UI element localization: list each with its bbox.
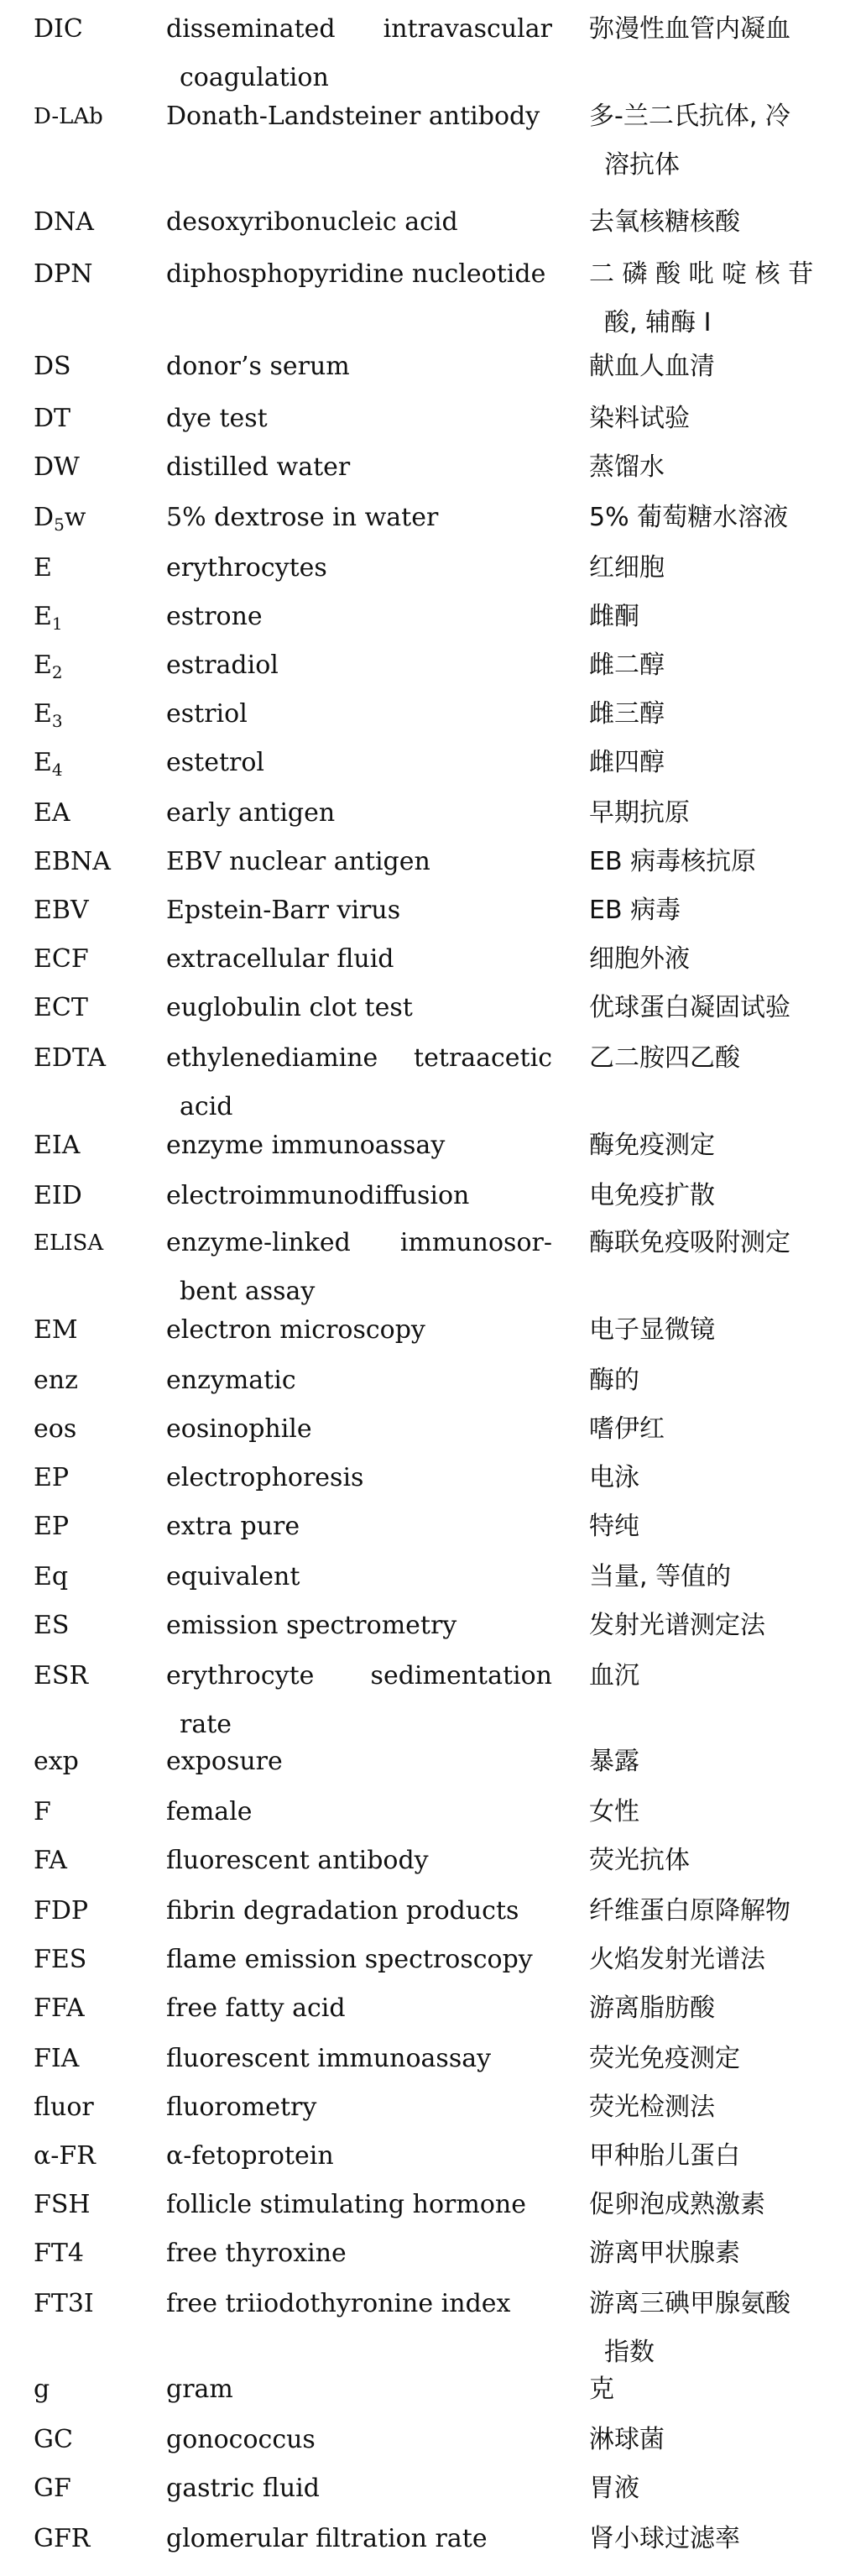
chinese-term bbox=[589, 2132, 858, 2181]
english-term bbox=[166, 250, 552, 299]
english-term bbox=[166, 2280, 552, 2328]
abbreviation-text: E bbox=[34, 602, 52, 631]
chinese-term-line: 荧光抗体 bbox=[589, 1846, 690, 1875]
english-term bbox=[166, 2464, 552, 2513]
english-term bbox=[166, 1306, 552, 1355]
abbreviation-text: FIA bbox=[34, 2044, 80, 2073]
abbreviation-text: α-FR bbox=[34, 2141, 96, 2171]
chinese-term-line: 游离甲状腺素 bbox=[589, 2239, 740, 2268]
abbreviation-text: EP bbox=[34, 1463, 70, 1492]
chinese-term-line: 纤维蛋白原降解物 bbox=[589, 1896, 790, 1925]
abbreviation bbox=[34, 2416, 159, 2464]
abbreviation bbox=[34, 2229, 159, 2278]
chinese-term bbox=[589, 1553, 858, 1602]
abbreviation-text: ES bbox=[34, 1611, 70, 1640]
chinese-term bbox=[589, 838, 858, 886]
abbreviation-text: GFR bbox=[34, 2524, 91, 2553]
chinese-term bbox=[589, 1172, 858, 1220]
abbreviation bbox=[34, 1034, 159, 1083]
english-term bbox=[166, 198, 552, 247]
english-term bbox=[166, 494, 552, 542]
english-term bbox=[166, 1652, 552, 1749]
english-term-line: ethylenediamine tetraacetic bbox=[166, 1043, 552, 1073]
english-term-line: gonococcus bbox=[166, 2425, 316, 2454]
chinese-term-line: 游离三碘甲腺氨酸 bbox=[589, 2289, 790, 2318]
chinese-term bbox=[589, 1356, 858, 1405]
english-term-line: electrophoresis bbox=[166, 1463, 364, 1492]
chinese-term bbox=[589, 5, 858, 54]
chinese-term-line: EB 病毒 bbox=[589, 896, 681, 925]
abbreviation-text: FT4 bbox=[34, 2239, 84, 2268]
abbreviation bbox=[34, 1602, 159, 1650]
abbreviation bbox=[34, 886, 159, 935]
english-term bbox=[166, 443, 552, 492]
chinese-term-line: 红细胞 bbox=[589, 553, 665, 583]
chinese-term bbox=[589, 1837, 858, 1885]
chinese-term-line: 当量, 等值的 bbox=[589, 1562, 732, 1591]
abbreviation-text: E bbox=[34, 651, 52, 680]
chinese-term-line: 细胞外液 bbox=[589, 944, 690, 974]
chinese-term bbox=[589, 1936, 858, 1984]
abbreviation-subscript: 4 bbox=[51, 760, 63, 780]
english-term bbox=[166, 1788, 552, 1837]
abbreviation bbox=[34, 2464, 159, 2513]
abbreviation-text: exp bbox=[34, 1747, 79, 1776]
abbreviation bbox=[34, 593, 159, 641]
abbreviation-text: D-LAb bbox=[34, 104, 103, 129]
chinese-term-line: 暴露 bbox=[589, 1747, 639, 1776]
english-term-continuation: acid bbox=[180, 1092, 233, 1121]
chinese-term-continuation: 溶抗体 bbox=[604, 150, 680, 180]
chinese-term-line: 胃液 bbox=[589, 2474, 639, 2503]
abbreviation bbox=[34, 1887, 159, 1936]
english-term bbox=[166, 935, 552, 984]
abbreviation bbox=[34, 1652, 159, 1701]
english-term-line: flame emission spectroscopy bbox=[166, 1945, 533, 1974]
english-term-line: extracellular fluid bbox=[166, 944, 394, 974]
english-term-line: fluorescent antibody bbox=[166, 1846, 429, 1875]
english-term bbox=[166, 394, 552, 443]
chinese-term-line: 特纯 bbox=[589, 1512, 639, 1541]
english-term-line: early antigen bbox=[166, 798, 336, 828]
english-term-line: erythrocyte sedimentation bbox=[166, 1661, 552, 1690]
chinese-term bbox=[589, 2083, 858, 2132]
chinese-term bbox=[589, 1788, 858, 1837]
chinese-term bbox=[589, 443, 858, 492]
english-term-line: emission spectrometry bbox=[166, 1611, 457, 1640]
abbreviation-text: ESR bbox=[34, 1661, 89, 1690]
chinese-term bbox=[589, 2515, 858, 2563]
abbreviation-text: DNA bbox=[34, 207, 94, 237]
chinese-term-continuation: 指数 bbox=[604, 2338, 655, 2367]
abbreviation-text: FA bbox=[34, 1846, 67, 1875]
chinese-term-line: 电子显微镜 bbox=[589, 1315, 715, 1345]
abbreviation-text: FES bbox=[34, 1945, 87, 1974]
english-term bbox=[166, 2515, 552, 2563]
english-term bbox=[166, 1356, 552, 1405]
chinese-term bbox=[589, 1984, 858, 2033]
abbreviation bbox=[34, 1121, 159, 1170]
chinese-term bbox=[589, 494, 858, 542]
chinese-term-line: 5% 葡萄糖水溶液 bbox=[589, 503, 789, 532]
abbreviation-text: DIC bbox=[34, 14, 83, 44]
english-term-line: enzyme immunoassay bbox=[166, 1131, 446, 1160]
abbreviation-text: DW bbox=[34, 452, 80, 482]
english-term-line: enzymatic bbox=[166, 1366, 296, 1395]
abbreviation bbox=[34, 92, 159, 141]
chinese-term-line: 血沉 bbox=[589, 1661, 639, 1690]
english-term bbox=[166, 838, 552, 886]
abbreviation-text: EBV bbox=[34, 896, 89, 925]
english-term-line: free fatty acid bbox=[166, 1993, 346, 2023]
english-term bbox=[166, 1172, 552, 1220]
chinese-term-line: 荧光检测法 bbox=[589, 2093, 715, 2122]
abbreviation-subscript: 5 bbox=[54, 515, 65, 535]
english-term bbox=[166, 342, 552, 391]
abbreviation-text: EIA bbox=[34, 1131, 81, 1160]
abbreviation bbox=[34, 739, 159, 787]
chinese-term-line: 女性 bbox=[589, 1797, 639, 1826]
chinese-term bbox=[589, 92, 858, 190]
chinese-term-line: 肾小球过滤率 bbox=[589, 2524, 740, 2553]
abbreviation-text: FSH bbox=[34, 2190, 91, 2219]
abbreviation-text: DT bbox=[34, 404, 71, 433]
english-term bbox=[166, 1121, 552, 1170]
chinese-term bbox=[589, 2416, 858, 2464]
english-term-line: α-fetoprotein bbox=[166, 2141, 334, 2171]
abbreviation-text: FDP bbox=[34, 1896, 89, 1925]
english-term bbox=[166, 2132, 552, 2181]
english-term bbox=[166, 789, 552, 838]
abbreviation bbox=[34, 789, 159, 838]
chinese-term-line: 酶的 bbox=[589, 1366, 639, 1395]
abbreviation-text: g bbox=[34, 2375, 50, 2404]
english-term-continuation: rate bbox=[180, 1710, 232, 1739]
abbreviation bbox=[34, 2035, 159, 2083]
chinese-term-line: 火焰发射光谱法 bbox=[589, 1945, 765, 1974]
abbreviation bbox=[34, 342, 159, 391]
chinese-term-line: 电泳 bbox=[589, 1463, 639, 1492]
chinese-term bbox=[589, 789, 858, 838]
chinese-term bbox=[589, 984, 858, 1032]
chinese-term bbox=[589, 2365, 858, 2414]
abbreviation bbox=[34, 1219, 159, 1267]
english-term bbox=[166, 886, 552, 935]
chinese-term-line: 多-兰二氏抗体, 冷 bbox=[589, 102, 790, 131]
english-term bbox=[166, 1034, 552, 1131]
abbreviation bbox=[34, 935, 159, 984]
english-term bbox=[166, 1405, 552, 1454]
chinese-term-line: 促卵泡成熟激素 bbox=[589, 2190, 765, 2219]
english-term-line: distilled water bbox=[166, 452, 351, 482]
english-term-line: Epstein-Barr virus bbox=[166, 896, 401, 925]
english-term-line: diphosphopyridine nucleotide bbox=[166, 259, 546, 289]
chinese-term bbox=[589, 2280, 858, 2377]
chinese-term-line: 克 bbox=[589, 2375, 614, 2404]
english-term-line: glomerular filtration rate bbox=[166, 2524, 488, 2553]
chinese-term-line: 早期抗原 bbox=[589, 798, 690, 828]
english-term bbox=[166, 1936, 552, 1984]
chinese-term-line: 优球蛋白凝固试验 bbox=[589, 993, 790, 1022]
abbreviation bbox=[34, 2365, 159, 2414]
english-term-line: estrone bbox=[166, 602, 263, 631]
abbreviation-subscript: 1 bbox=[51, 614, 63, 634]
english-term bbox=[166, 1984, 552, 2033]
abbreviation-text: DPN bbox=[34, 259, 93, 289]
chinese-term bbox=[589, 394, 858, 443]
abbreviation bbox=[34, 690, 159, 739]
english-term-continuation: coagulation bbox=[180, 63, 329, 92]
abbreviation bbox=[34, 494, 159, 542]
chinese-term bbox=[589, 544, 858, 593]
english-term bbox=[166, 2181, 552, 2229]
english-term-line: 5% dextrose in water bbox=[166, 503, 439, 532]
english-term bbox=[166, 593, 552, 641]
english-term bbox=[166, 2229, 552, 2278]
english-term bbox=[166, 739, 552, 787]
chinese-term-line: 酶免疫测定 bbox=[589, 1131, 715, 1160]
abbreviation-text: ECF bbox=[34, 944, 89, 974]
english-term-line: estriol bbox=[166, 699, 248, 729]
chinese-term bbox=[589, 593, 858, 641]
abbreviation-text: ELISA bbox=[34, 1231, 104, 1256]
abbreviation-text: EDTA bbox=[34, 1043, 106, 1073]
english-term-line: dye test bbox=[166, 404, 268, 433]
english-term-line: gram bbox=[166, 2375, 233, 2404]
english-term bbox=[166, 1454, 552, 1502]
abbreviation-text: EP bbox=[34, 1512, 70, 1541]
chinese-term-line: 染料试验 bbox=[589, 404, 690, 433]
english-term bbox=[166, 5, 552, 102]
english-term bbox=[166, 641, 552, 690]
english-term bbox=[166, 92, 552, 141]
chinese-term-continuation: 酸, 辅酶 I bbox=[604, 308, 712, 337]
abbreviation bbox=[34, 838, 159, 886]
abbreviation-text: GC bbox=[34, 2425, 73, 2454]
chinese-term bbox=[589, 2229, 858, 2278]
abbreviation-tail: w bbox=[64, 503, 86, 532]
chinese-term bbox=[589, 198, 858, 247]
chinese-term-line: 荧光免疫测定 bbox=[589, 2044, 740, 2073]
abbreviation-text: EM bbox=[34, 1315, 78, 1345]
chinese-term bbox=[589, 342, 858, 391]
abbreviation-subscript: 2 bbox=[51, 662, 63, 682]
chinese-term-line: 雌二醇 bbox=[589, 651, 665, 680]
chinese-term-line: 游离脂肪酸 bbox=[589, 1993, 715, 2023]
english-term-line: Donath-Landsteiner antibody bbox=[166, 102, 540, 131]
chinese-term bbox=[589, 1502, 858, 1551]
abbreviation bbox=[34, 1356, 159, 1405]
english-term-line: disseminated intravascular bbox=[166, 14, 552, 44]
abbreviation bbox=[34, 1984, 159, 2033]
chinese-term-line: 淋球菌 bbox=[589, 2425, 665, 2454]
english-term-line: exposure bbox=[166, 1747, 283, 1776]
abbreviation bbox=[34, 1837, 159, 1885]
english-term-line: extra pure bbox=[166, 1512, 300, 1541]
english-term bbox=[166, 1887, 552, 1936]
english-term-line: free triiodothyronine index bbox=[166, 2289, 511, 2318]
abbreviation-text: F bbox=[34, 1797, 51, 1826]
english-term-line: female bbox=[166, 1797, 253, 1826]
english-term-continuation: bent assay bbox=[180, 1277, 316, 1306]
abbreviation-text: EBNA bbox=[34, 847, 111, 876]
english-term bbox=[166, 1219, 552, 1316]
english-term bbox=[166, 2365, 552, 2414]
abbreviation bbox=[34, 984, 159, 1032]
chinese-term-line: 乙二胺四乙酸 bbox=[589, 1043, 740, 1073]
abbreviation bbox=[34, 5, 159, 54]
abbreviation-text: EA bbox=[34, 798, 70, 828]
english-term-line: donor’s serum bbox=[166, 352, 350, 381]
chinese-term bbox=[589, 2035, 858, 2083]
abbreviation bbox=[34, 2181, 159, 2229]
english-term-line: gastric fluid bbox=[166, 2474, 320, 2503]
chinese-term bbox=[589, 690, 858, 739]
english-term bbox=[166, 690, 552, 739]
chinese-term bbox=[589, 935, 858, 984]
chinese-term bbox=[589, 1737, 858, 1786]
english-term bbox=[166, 2083, 552, 2132]
abbreviation bbox=[34, 1306, 159, 1355]
chinese-term bbox=[589, 2181, 858, 2229]
abbreviation bbox=[34, 1172, 159, 1220]
chinese-term-line: 甲种胎儿蛋白 bbox=[589, 2141, 740, 2171]
english-term bbox=[166, 1737, 552, 1786]
english-term-line: estetrol bbox=[166, 748, 265, 777]
english-term-line: equivalent bbox=[166, 1562, 300, 1591]
abbreviation-text: FT3I bbox=[34, 2289, 94, 2318]
abbreviation bbox=[34, 2132, 159, 2181]
abbreviation bbox=[34, 1454, 159, 1502]
abbreviation bbox=[34, 1405, 159, 1454]
abbreviation-text: DS bbox=[34, 352, 71, 381]
english-term-line: fluorescent immunoassay bbox=[166, 2044, 492, 2073]
abbreviation-subscript: 3 bbox=[51, 711, 63, 731]
chinese-term-line: 雌酮 bbox=[589, 602, 639, 631]
chinese-term bbox=[589, 1602, 858, 1650]
english-term-line: free thyroxine bbox=[166, 2239, 347, 2268]
abbreviation-text: eos bbox=[34, 1414, 77, 1444]
english-term bbox=[166, 1837, 552, 1885]
abbreviation bbox=[34, 2083, 159, 2132]
abbreviation bbox=[34, 198, 159, 247]
chinese-term bbox=[589, 1034, 858, 1083]
english-term-line: electroimmunodiffusion bbox=[166, 1181, 470, 1210]
chinese-term-line: 蒸馏水 bbox=[589, 452, 665, 482]
english-term bbox=[166, 544, 552, 593]
abbreviation-text: E bbox=[34, 748, 52, 777]
chinese-term-line: 发射光谱测定法 bbox=[589, 1611, 765, 1640]
chinese-term-line: 去氧核糖核酸 bbox=[589, 207, 740, 237]
english-term bbox=[166, 2416, 552, 2464]
abbreviation-text: enz bbox=[34, 1366, 78, 1395]
chinese-term-line: 二 磷 酸 吡 啶 核 苷 bbox=[589, 259, 814, 289]
english-term bbox=[166, 2035, 552, 2083]
chinese-term bbox=[589, 1405, 858, 1454]
chinese-term bbox=[589, 2464, 858, 2513]
english-term bbox=[166, 1502, 552, 1551]
abbreviation-text: fluor bbox=[34, 2093, 94, 2122]
chinese-term-line: 雌四醇 bbox=[589, 748, 665, 777]
chinese-term bbox=[589, 1652, 858, 1701]
abbreviation bbox=[34, 1553, 159, 1602]
english-term-line: estradiol bbox=[166, 651, 279, 680]
english-term-line: electron microscopy bbox=[166, 1315, 425, 1345]
chinese-term-line: 酶联免疫吸附测定 bbox=[589, 1228, 790, 1257]
abbreviation bbox=[34, 2280, 159, 2328]
chinese-term-line: 雌三醇 bbox=[589, 699, 665, 729]
chinese-term bbox=[589, 886, 858, 935]
english-term-line: EBV nuclear antigen bbox=[166, 847, 430, 876]
english-term bbox=[166, 1553, 552, 1602]
abbreviation-text: E bbox=[34, 553, 52, 583]
chinese-term bbox=[589, 1306, 858, 1355]
abbreviation-text: FFA bbox=[34, 1993, 85, 2023]
chinese-term bbox=[589, 1219, 858, 1267]
abbreviation-text: D bbox=[34, 503, 55, 532]
english-term-line: erythrocytes bbox=[166, 553, 327, 583]
abbreviation bbox=[34, 250, 159, 299]
abbreviation-text: GF bbox=[34, 2474, 71, 2503]
chinese-term bbox=[589, 641, 858, 690]
abbreviation bbox=[34, 394, 159, 443]
abbreviation-text: EID bbox=[34, 1181, 82, 1210]
abbreviation bbox=[34, 2515, 159, 2563]
english-term bbox=[166, 984, 552, 1032]
english-term-line: desoxyribonucleic acid bbox=[166, 207, 458, 237]
english-term-line: follicle stimulating hormone bbox=[166, 2190, 526, 2219]
english-term-line: euglobulin clot test bbox=[166, 993, 413, 1022]
english-term-line: fibrin degradation products bbox=[166, 1896, 519, 1925]
chinese-term-line: 弥漫性血管内凝血 bbox=[589, 14, 790, 44]
abbreviation bbox=[34, 641, 159, 690]
chinese-term bbox=[589, 1887, 858, 1936]
abbreviation bbox=[34, 443, 159, 492]
abbreviation bbox=[34, 1936, 159, 1984]
abbreviation bbox=[34, 1737, 159, 1786]
chinese-term-line: 电免疫扩散 bbox=[589, 1181, 715, 1210]
chinese-term bbox=[589, 1121, 858, 1170]
chinese-term-line: 嗜伊红 bbox=[589, 1414, 665, 1444]
chinese-term-line: 献血人血清 bbox=[589, 352, 715, 381]
english-term-line: enzyme-linked immunosor- bbox=[166, 1228, 552, 1257]
abbreviation bbox=[34, 1788, 159, 1837]
english-term bbox=[166, 1602, 552, 1650]
chinese-term bbox=[589, 739, 858, 787]
english-term-line: eosinophile bbox=[166, 1414, 312, 1444]
abbreviation bbox=[34, 544, 159, 593]
abbreviation bbox=[34, 1502, 159, 1551]
chinese-term bbox=[589, 250, 858, 347]
chinese-term-line: EB 病毒核抗原 bbox=[589, 847, 757, 876]
abbreviation-text: ECT bbox=[34, 993, 88, 1022]
english-term-line: fluorometry bbox=[166, 2093, 317, 2122]
abbreviation-text: E bbox=[34, 699, 52, 729]
chinese-term bbox=[589, 1454, 858, 1502]
abbreviation-text: Eq bbox=[34, 1562, 69, 1591]
